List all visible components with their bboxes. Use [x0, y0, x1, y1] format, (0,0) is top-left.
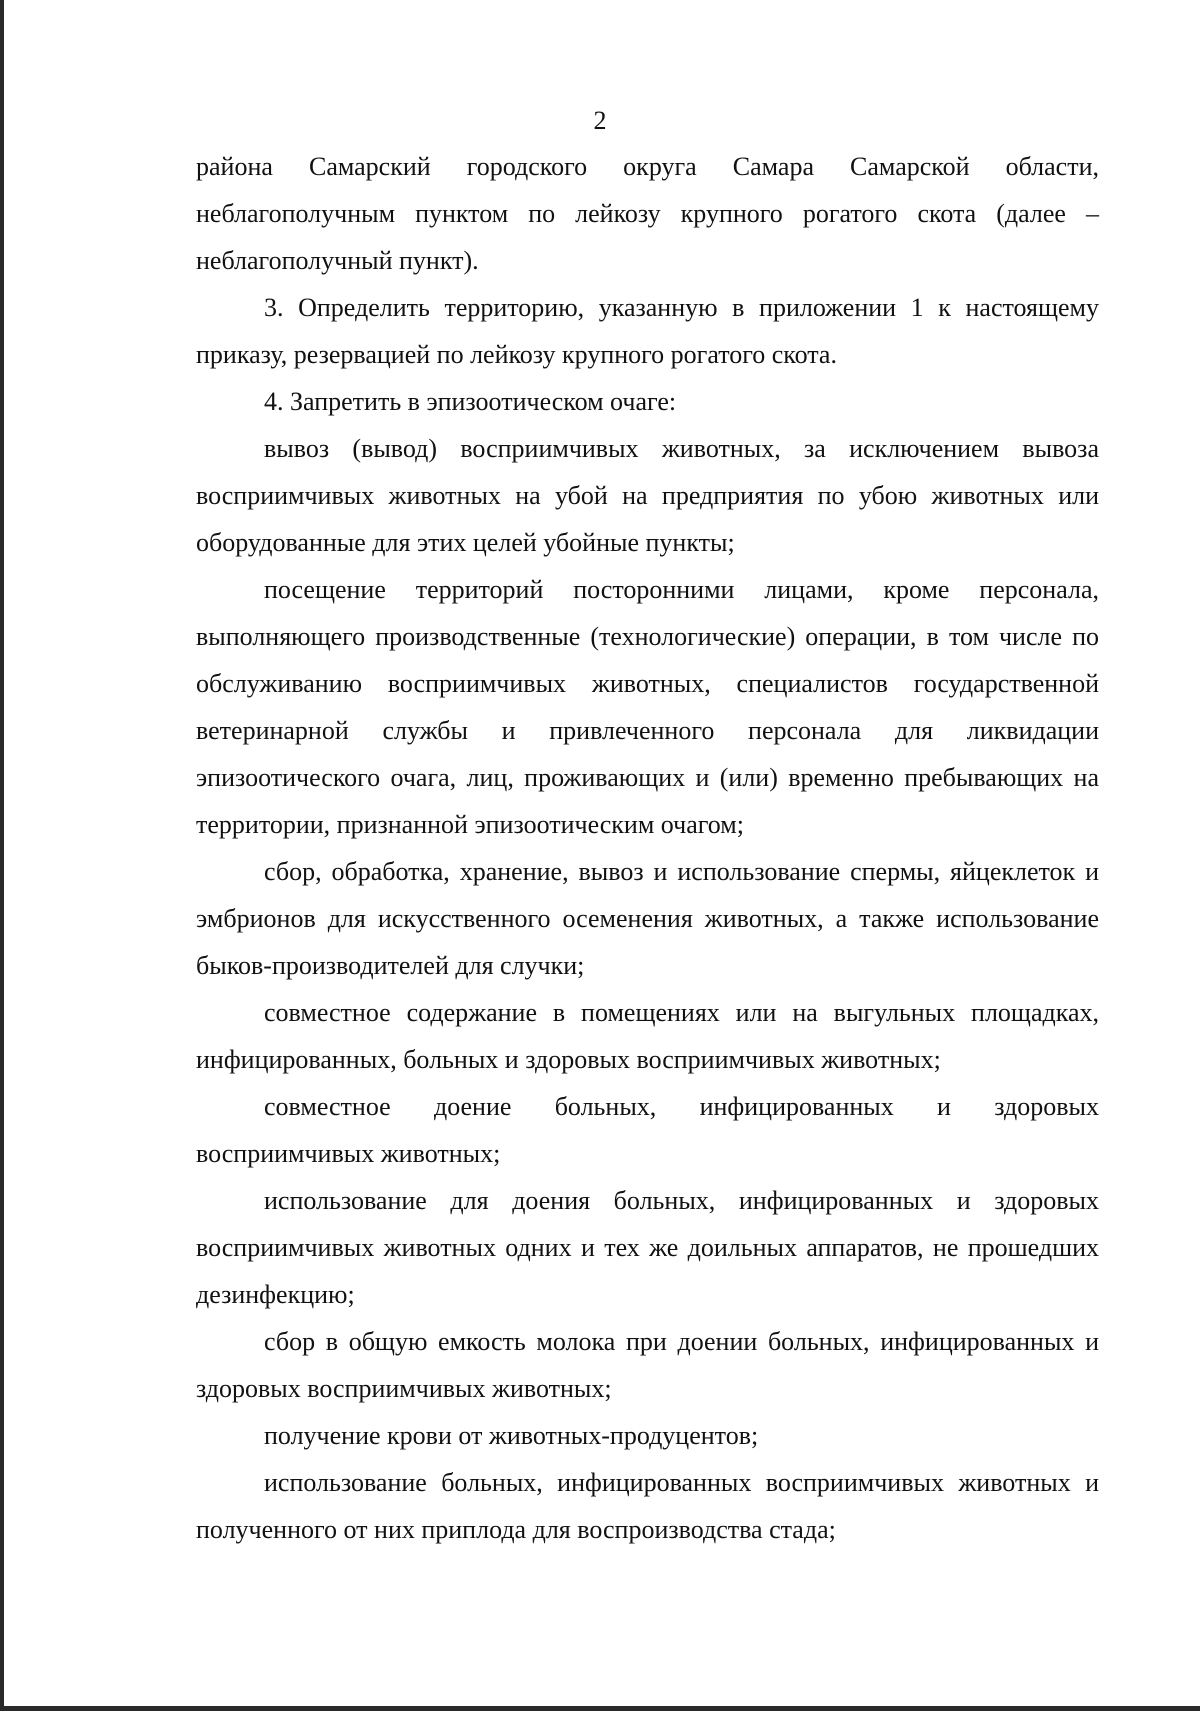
document-body	[196, 143, 1099, 1553]
paragraph-milking-machines-ban: использование для доения больных, инфицированных и здоровых восприимчивых животных одних и тех же доильных аппаратов, не прошедших дезинфекцию;	[196, 1186, 1099, 1309]
paragraph-reproduction-ban: использование больных, инфицированных восприимчивых животных и полученного от них приплода для воспроизводства стада;	[196, 1468, 1099, 1544]
paragraph-blood-ban: получение крови от животных-продуцентов;	[264, 1421, 759, 1450]
paragraph-joint-keeping-ban: совместное содержание в помещениях или на выгульных площадках, инфицированных, больных и здоровых восприимчивых животных;	[196, 998, 1099, 1074]
scan-edge-left	[0, 0, 4, 1711]
paragraph-district-continuation: района Самарский городского округа Самара Самарской области, неблагополучным пунктом по лейкозу крупного рогатого скота (далее – неблагополучный пункт).	[196, 152, 1099, 275]
paragraph-item-3: 3. Определить территорию, указанную в приложении 1 к настоящему приказу, резервацией по лейкозу крупного рогатого скота.	[196, 293, 1099, 369]
paragraph-milk-collection-ban: сбор в общую емкость молока при доении больных, инфицированных и здоровых восприимчивых животных;	[196, 1327, 1099, 1403]
scan-edge-bottom	[0, 1706, 1200, 1711]
paragraph-semen-ban: сбор, обработка, хранение, вывоз и использование спермы, яйцеклеток и эмбрионов для искусственного осеменения животных, а также использование быков-производителей для случки;	[196, 857, 1099, 980]
paragraph-item-4-heading: 4. Запретить в эпизоотическом очаге:	[264, 387, 677, 416]
paragraph-removal-ban: вывоз (вывод) восприимчивых животных, за исключением вывоза восприимчивых животных на убой на предприятия по убою животных или оборудованные для этих целей убойные пункты;	[196, 434, 1099, 557]
paragraph-joint-milking-ban: совместное доение больных, инфицированных и здоровых восприимчивых животных;	[196, 1092, 1099, 1168]
page-number: 2	[593, 106, 607, 135]
paragraph-visit-ban: посещение территорий посторонними лицами, кроме персонала, выполняющего производственные (технологические) операции, в том числе по обслуживанию восприимчивых животных, специалистов государственной ветеринарной службы и привлеченного персонала для ликвидации эпизоотического очага, лиц, проживающих и (или) временно пребывающих на территории, признанной эпизоотическим очагом;	[196, 575, 1099, 839]
